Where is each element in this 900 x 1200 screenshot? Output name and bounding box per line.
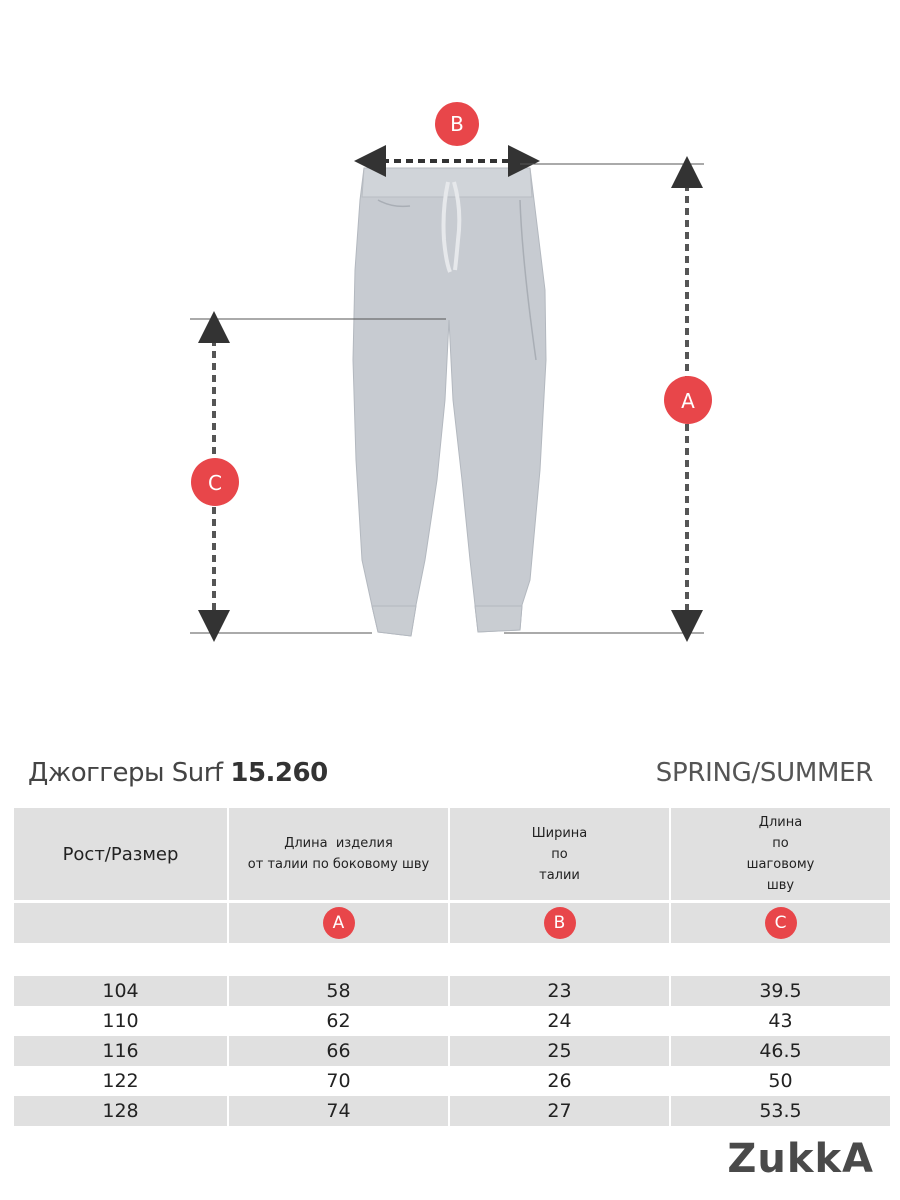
marker-a-label: A [681, 389, 695, 413]
jogger-pants-image [353, 168, 546, 636]
header-waist-line2: по [551, 846, 568, 862]
cell-c: 46.5 [671, 1036, 890, 1066]
header-inseam-line4: шву [766, 878, 795, 893]
header-inseam [671, 808, 890, 900]
header-waist [450, 808, 669, 900]
cell-c: 50 [768, 1070, 793, 1092]
header-waist-line1: Ширина [531, 825, 588, 841]
table-marker-b: B [544, 907, 576, 939]
table-marker-c: C [765, 907, 797, 939]
table-row [14, 1096, 890, 1126]
product-name: Джоггеры Surf [28, 758, 223, 788]
cell-b: 23 [450, 976, 669, 1006]
cell-c: 39.5 [671, 976, 890, 1006]
marker-c-label: C [208, 471, 222, 495]
header-inseam-line3: шаговому [746, 857, 815, 872]
table-row [14, 976, 890, 1006]
cell-a: 70 [326, 1070, 351, 1092]
header-inseam-line1: Длина [758, 815, 803, 830]
cell-size: 116 [14, 1036, 227, 1066]
table-marker-row [14, 903, 890, 943]
season-label: SPRING/SUMMER [655, 758, 873, 788]
cell-size: 128 [14, 1096, 227, 1126]
cell-b: 25 [450, 1036, 669, 1066]
cell-a: 58 [229, 976, 448, 1006]
cell-size: 110 [102, 1010, 139, 1032]
table-row [14, 1036, 890, 1066]
cell-b: 24 [547, 1010, 572, 1032]
cell-b: 26 [547, 1070, 572, 1092]
header-size: Рост/Размер [14, 808, 227, 900]
table-row [14, 1006, 890, 1036]
header-length [229, 808, 448, 900]
cell-b: 27 [450, 1096, 669, 1126]
marker-cell-empty [14, 903, 227, 943]
title-row [28, 758, 873, 798]
marker-b-label: B [450, 112, 464, 136]
marker-cell-c [671, 903, 890, 943]
product-title [28, 758, 328, 788]
header-inseam-line2: по [772, 836, 789, 851]
cell-a: 74 [229, 1096, 448, 1126]
cell-size: 104 [14, 976, 227, 1006]
table-header [14, 808, 890, 900]
cell-size: 122 [102, 1070, 139, 1092]
cell-a: 66 [229, 1036, 448, 1066]
marker-cell-a [229, 903, 448, 943]
cell-c: 53.5 [671, 1096, 890, 1126]
header-length-line1: Длина изделия [284, 836, 393, 851]
marker-cell-b [450, 903, 669, 943]
brand-logo: ZukkA [727, 1136, 874, 1182]
table-row [14, 1066, 890, 1096]
table-marker-a: A [323, 907, 355, 939]
header-waist-line3: талии [539, 867, 580, 883]
header-length-line2: от талии по боковому шву [247, 857, 430, 872]
cell-c: 43 [768, 1010, 793, 1032]
cell-a: 62 [326, 1010, 351, 1032]
size-table-body [14, 976, 890, 1126]
product-code: 15.260 [230, 758, 328, 788]
